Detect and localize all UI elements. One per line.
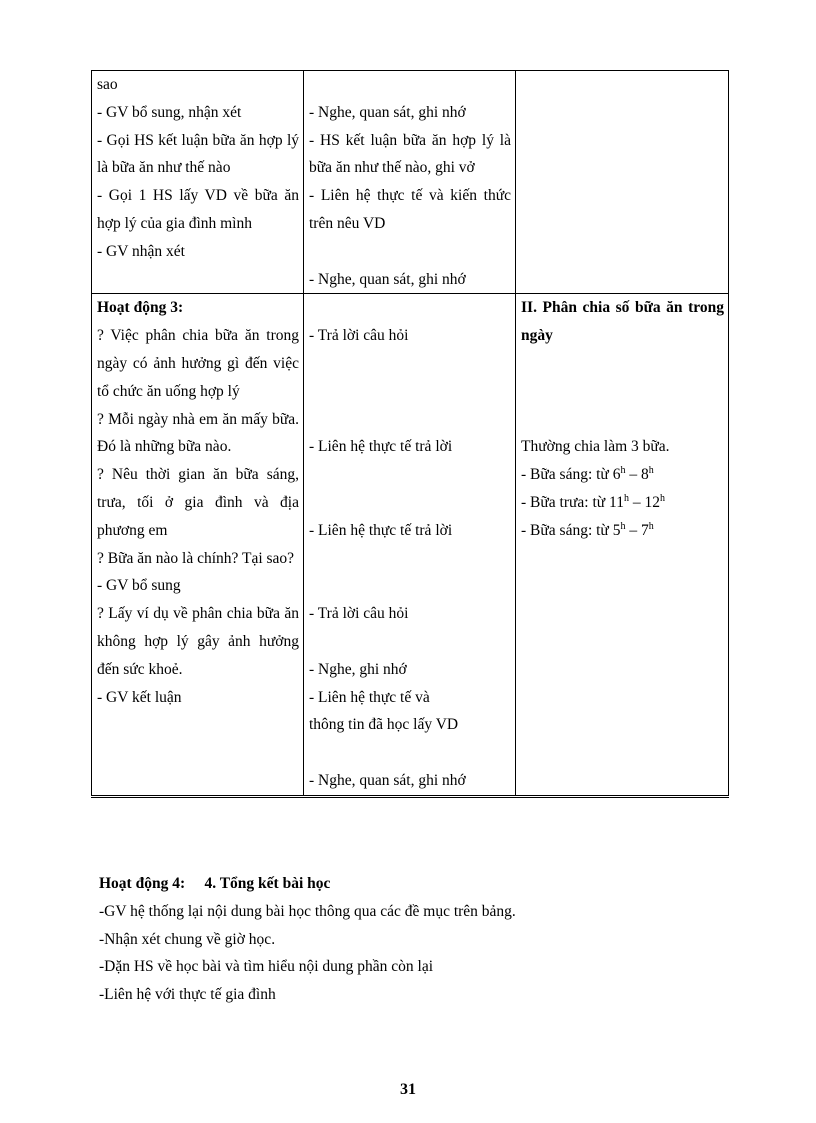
activity-heading: Hoạt động 3: xyxy=(97,299,184,317)
summary-line: -Liên hệ với thực tế gia đình xyxy=(99,986,276,1004)
text-line: - GV bổ sung, nhận xét xyxy=(97,103,242,121)
text-line: - Nghe, quan sát, ghi nhớ xyxy=(309,103,466,121)
text-line: - Nghe, quan sát, ghi nhớ xyxy=(309,771,466,789)
lesson-summary xyxy=(99,870,739,1009)
text-line: - Nghe, quan sát, ghi nhớ xyxy=(309,270,466,288)
table-row xyxy=(92,294,729,796)
teacher-activity-cell xyxy=(92,71,304,294)
text-block: - Gọi HS kết luận bữa ăn hợp lý là bữa ăn như thế nào xyxy=(97,131,299,177)
text-line: - Liên hệ thực tế và xyxy=(309,688,430,706)
page-number: 31 xyxy=(400,1081,416,1098)
text-line: sao xyxy=(97,76,118,93)
teacher-activity-cell xyxy=(92,294,304,796)
table-row xyxy=(92,71,729,294)
text-line: - Liên hệ thực tế trả lời xyxy=(309,521,453,539)
meal-time: - Bữa sáng: từ 6$^h$ – 8$^h$ xyxy=(521,465,654,484)
question-block: ? Bữa ăn nào là chính? Tại sao? xyxy=(97,549,295,567)
meal-time: - Bữa trưa: từ 11$^h$ – 12$^h$ xyxy=(521,492,665,511)
summary-line: -Dặn HS về học bài và tìm hiểu nội dung phần còn lại xyxy=(99,958,434,976)
text-line: Thường chia làm 3 bữa. xyxy=(521,438,670,456)
text-line: - Nghe, ghi nhớ xyxy=(309,660,407,678)
student-activity-cell xyxy=(304,294,516,796)
text-line: - Liên hệ thực tế trả lời xyxy=(309,438,453,456)
text-line: - GV kết luận xyxy=(97,688,182,706)
summary-heading: Hoạt động 4: 4. Tổng kết bài học xyxy=(99,875,331,892)
text-line: thông tin đã học lấy VD xyxy=(309,716,459,734)
meal-time: - Bữa sáng: từ 5$^h$ – 7$^h$ xyxy=(521,520,654,539)
question-block: ? Nêu thời gian ăn bữa sáng, trưa, tối ở gia đình và địa phương em xyxy=(97,466,299,539)
content-cell xyxy=(516,71,729,294)
text-line: - GV nhận xét xyxy=(97,242,185,260)
text-line: - Trả lời câu hỏi xyxy=(309,605,409,623)
text-block: - Gọi 1 HS lấy VD về bữa ăn hợp lý của gia đình mình xyxy=(97,187,299,232)
question-block: ? Việc phân chia bữa ăn trong ngày có ảnh hưởng gì đến việc tổ chức ăn uống hợp lý xyxy=(97,327,299,400)
text-line: - GV bổ sung xyxy=(97,577,181,595)
content-cell xyxy=(516,294,729,796)
lesson-plan-table xyxy=(91,70,729,798)
student-activity-cell xyxy=(304,71,516,294)
question-block: ? Lấy ví dụ về phân chia bữa ăn không hợp lý gây ảnh hưởng đến sức khoẻ. xyxy=(97,605,299,678)
question-block: ? Mỗi ngày nhà em ăn mấy bữa. Đó là những bữa nào. xyxy=(97,410,299,456)
text-block: - HS kết luận bữa ăn hợp lý là bữa ăn như thế nào, ghi vở xyxy=(309,131,511,177)
summary-line: -GV hệ thống lại nội dung bài học thông qua các đề mục trên bảng. xyxy=(99,902,516,920)
summary-line: -Nhận xét chung về giờ học. xyxy=(99,930,276,948)
text-block: - Liên hệ thực tế và kiến thức trên nêu VD xyxy=(309,187,511,232)
section-heading: II. Phân chia số bữa ăn trong ngày xyxy=(521,299,724,345)
text-line: - Trả lời câu hỏi xyxy=(309,327,409,345)
